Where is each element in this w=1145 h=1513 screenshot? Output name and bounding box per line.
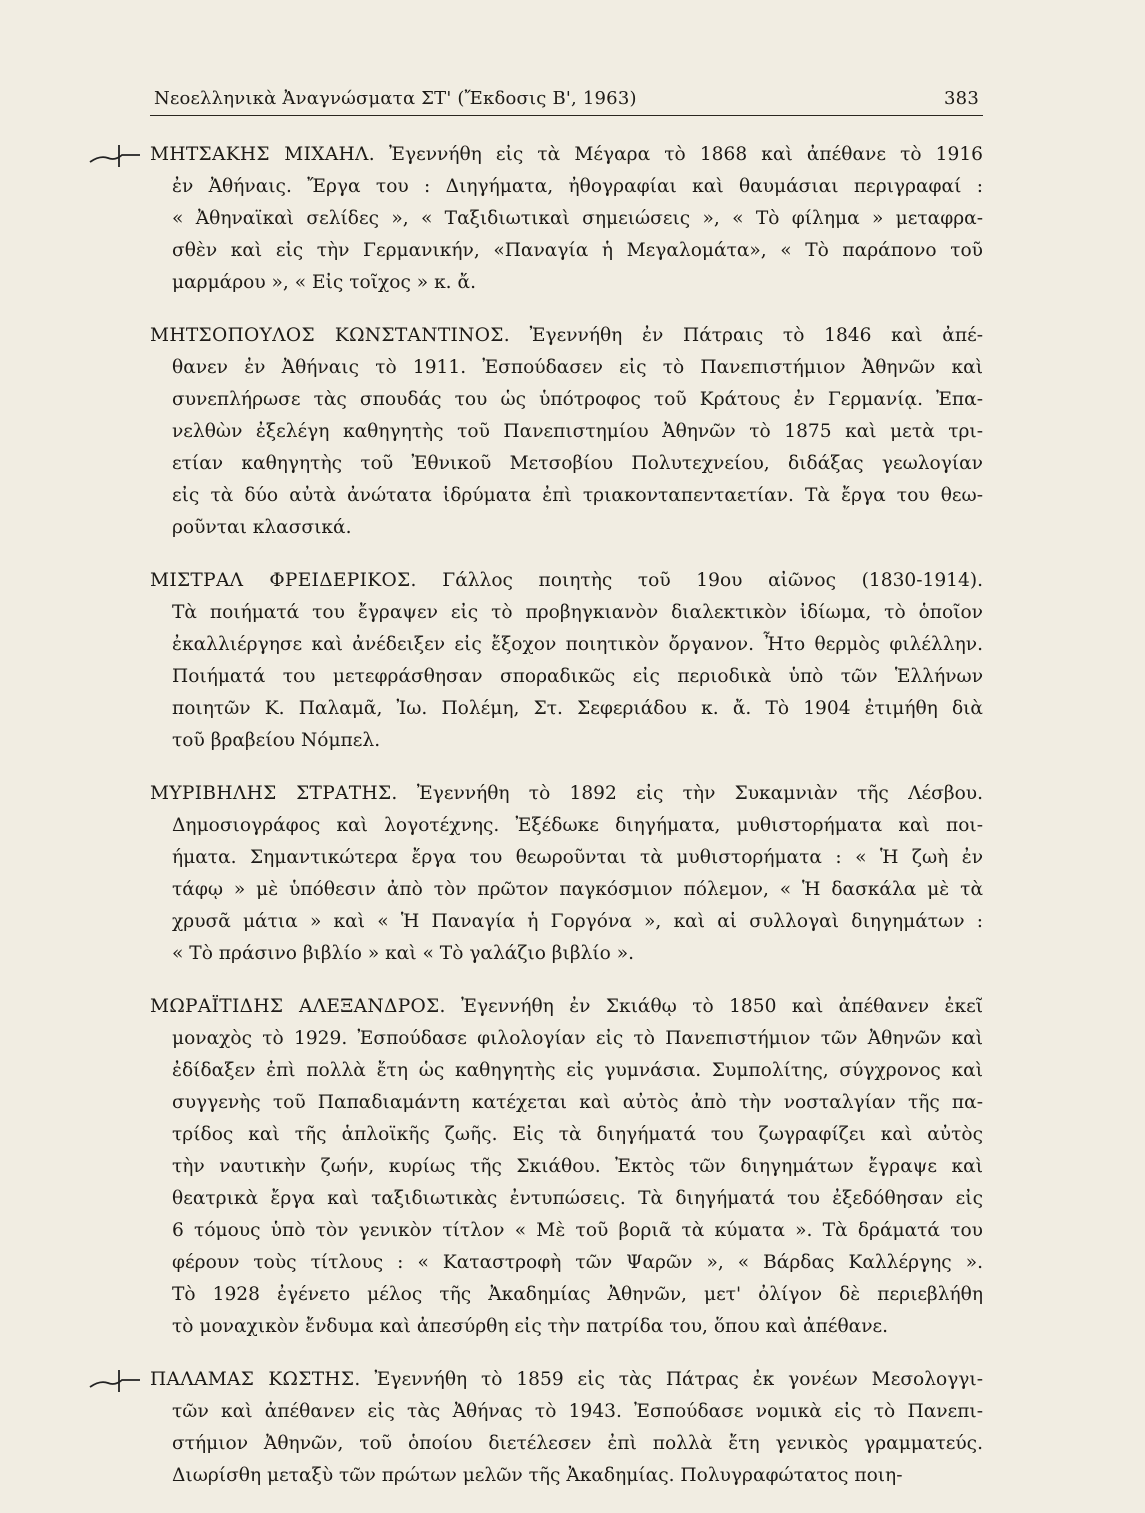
entry-text-line: [172, 203, 983, 235]
entry-name: ΜΗΤΣΟΠΟΥΛΟΣ ΚΩΝΣΤΑΝΤΙΝΟΣ.: [150, 325, 510, 346]
entry-text-line: [172, 1215, 983, 1247]
biography-entry: [150, 139, 983, 299]
entry-text-line: [172, 448, 983, 480]
entry-text: στήμιον Ἀθηνῶν, τοῦ ὁποίου διετέλεσεν ἐπὶ πολλὰ ἔτη γενικὸς γραμματεύς.: [172, 1433, 983, 1454]
entry-text: ἐκαλλιέργησε καὶ ἀνέδειξεν εἰς ἔξοχον ποιητικὸν ὄργανον. Ἦτο θερμὸς φιλέλλην.: [172, 634, 983, 655]
entry-text: ποιητῶν Κ. Παλαμᾶ, Ἰω. Πολέμη, Στ. Σεφεριάδου κ. ἄ. Τὸ 1904 ἐτιμήθη διὰ: [172, 698, 983, 719]
entry-text: τοῦ βραβείου Νόμπελ.: [172, 730, 381, 751]
entry-text: Ἐγεννήθη τὸ 1859 εἰς τὰς Πάτρας ἐκ γονέων Μεσολογγι-: [360, 1369, 983, 1390]
entry-text: φέρουν τοὺς τίτλους : « Καταστροφὴ τῶν Ψαρῶν », « Βάρδας Καλλέργης ».: [172, 1252, 983, 1273]
entry-text: Τὰ ποιήματά του ἔγραψεν εἰς τὸ προβηγκιανὸν διαλεκτικὸν ἰδίωμα, τὸ ὁποῖον: [172, 602, 983, 623]
handwritten-cross-icon: [86, 143, 144, 169]
entry-first-line: [150, 139, 983, 171]
entry-text-line: [172, 1460, 983, 1492]
entry-text: Ἐγεννήθη ἐν Σκιάθῳ τὸ 1850 καὶ ἀπέθανεν ἐκεῖ: [445, 996, 983, 1017]
entry-text-line: [172, 597, 983, 629]
entry-text-line: [172, 1279, 983, 1311]
entry-text-line: [172, 693, 983, 725]
entry-text-line: [172, 480, 983, 512]
page-number: 383: [944, 88, 979, 109]
entry-name: ΜΩΡΑΪΤΙΔΗΣ ΑΛΕΞΑΝΔΡΟΣ.: [150, 996, 446, 1017]
entry-text-line: [172, 1151, 983, 1183]
entry-text-line: [172, 810, 983, 842]
entry-text: Διωρίσθη μεταξὺ τῶν πρώτων μελῶν τῆς Ἀκαδημίας. Πολυγραφώτατος ποιη-: [172, 1465, 903, 1486]
entry-text-line: [172, 1247, 983, 1279]
entry-text: Ἐγεννήθη εἰς τὰ Μέγαρα τὸ 1868 καὶ ἀπέθανε τὸ 1916: [375, 144, 983, 165]
biography-entry: [150, 991, 983, 1343]
entry-text: θανεν ἐν Ἀθήναις τὸ 1911. Ἐσπούδασεν εἰς τὸ Πανεπιστήμιον Ἀθηνῶν καὶ: [172, 357, 983, 378]
entry-text: « Τὸ πράσινο βιβλίο » καὶ « Τὸ γαλάζιο βιβλίο ».: [172, 943, 635, 964]
biography-entry: [150, 565, 983, 757]
entry-text-line: [172, 1183, 983, 1215]
entry-text: χρυσᾶ μάτια » καὶ « Ἡ Παναγία ἡ Γοργόνα », καὶ αἱ συλλογαὶ διηγημάτων :: [172, 911, 983, 932]
running-header: [150, 88, 983, 116]
entry-text: συγγενὴς τοῦ Παπαδιαμάντη κατέχεται καὶ αὐτὸς ἀπὸ τὴν νοσταλγίαν τῆς πα-: [172, 1092, 983, 1113]
entry-text: Ἐγεννήθη τὸ 1892 εἰς τὴν Συκαμνιὰν τῆς Λέσβου.: [397, 783, 983, 804]
entry-first-line: [150, 778, 983, 810]
biography-entry: [150, 1364, 983, 1492]
entry-text: τῶν καὶ ἀπέθανεν εἰς τὰς Ἀθήνας τὸ 1943. Ἐσπούδασε νομικὰ εἰς τὸ Πανεπι-: [172, 1401, 983, 1422]
entry-text-line: [172, 906, 983, 938]
entry-text: τὴν ναυτικὴν ζωήν, κυρίως τῆς Σκιάθου. Ἐκτὸς τῶν διηγημάτων ἔγραψε καὶ: [172, 1156, 983, 1177]
running-title: Νεοελληνικὰ Ἀναγνώσματα ΣΤ' (Ἔκδοσις Β', 1963): [154, 88, 637, 109]
entry-text: ήματα. Σημαντικώτερα ἔργα του θεωροῦνται τὰ μυθιστορήματα : « Ἡ ζωὴ ἐν: [172, 847, 983, 868]
entry-text-line: [172, 629, 983, 661]
entry-text-line: [172, 1396, 983, 1428]
entry-text-line: [172, 1087, 983, 1119]
entry-name: ΜΙΣΤΡΑΛ ΦΡΕΙΔΕΡΙΚΟΣ.: [150, 570, 417, 591]
entry-first-line: [150, 991, 983, 1023]
entry-text-line: [172, 1428, 983, 1460]
entry-text: Ποιήματά του μετεφράσθησαν σποραδικῶς εἰς περιοδικὰ ὑπὸ τῶν Ἑλλήνων: [172, 666, 983, 687]
entry-text: τάφῳ » μὲ ὑπόθεσιν ἀπὸ τὸν πρῶτον παγκόσμιον πόλεμον, « Ἡ δασκάλα μὲ τὰ: [172, 879, 983, 900]
entry-text: Δημοσιογράφος καὶ λογοτέχνης. Ἐξέδωκε διηγήματα, μυθιστορήματα καὶ ποι-: [172, 815, 983, 836]
entries-list: [150, 139, 983, 1492]
entry-text-line: [172, 661, 983, 693]
entry-text: σθὲν καὶ εἰς τὴν Γερμανικήν, «Παναγία ἡ Μεγαλομάτα», « Τὸ παράπονο τοῦ: [172, 240, 983, 261]
entry-text: ἐδίδαξεν ἐπὶ πολλὰ ἔτη ὡς καθηγητὴς εἰς γυμνάσια. Συμπολίτης, σύγχρονος καὶ: [172, 1060, 983, 1081]
entry-name: ΜΥΡΙΒΗΛΗΣ ΣΤΡΑΤΗΣ.: [150, 783, 398, 804]
entry-text-line: [172, 384, 983, 416]
entry-text: Γάλλος ποιητὴς τοῦ 19ου αἰῶνος (1830-1914).: [416, 570, 983, 591]
biography-entry: [150, 778, 983, 970]
entry-text-line: [172, 1055, 983, 1087]
entry-first-line: [150, 320, 983, 352]
biography-entry: [150, 320, 983, 544]
entry-text: ετίαν καθηγητὴς τοῦ Ἐθνικοῦ Μετσοβίου Πολυτεχνείου, διδάξας γεωλογίαν: [172, 453, 983, 474]
entry-text-line: [172, 267, 983, 299]
entry-text-line: [172, 512, 983, 544]
entry-text: Τὸ 1928 ἐγένετο μέλος τῆς Ἀκαδημίας Ἀθηνῶν, μετ' ὀλίγον δὲ περιεβλήθη: [172, 1284, 983, 1305]
entry-text: ροῦνται κλασσικά.: [172, 517, 352, 538]
entry-text: « Ἀθηναϊκαὶ σελίδες », « Ταξιδιωτικαὶ σημειώσεις », « Τὸ φίλημα » μεταφρα-: [172, 208, 983, 229]
entry-text-line: [172, 171, 983, 203]
entry-text-line: [172, 416, 983, 448]
entry-text: νελθὼν ἐξελέγη καθηγητὴς τοῦ Πανεπιστημίου Ἀθηνῶν τὸ 1875 καὶ μετὰ τρι-: [172, 421, 983, 442]
entry-text: μοναχὸς τὸ 1929. Ἐσπούδασε φιλολογίαν εἰς τὸ Πανεπιστήμιον τῶν Ἀθηνῶν καὶ: [172, 1028, 983, 1049]
entry-name: ΜΗΤΣΑΚΗΣ ΜΙΧΑΗΛ.: [150, 144, 375, 165]
entry-text: τρίδος καὶ τῆς ἁπλοϊκῆς ζωῆς. Εἰς τὰ διηγήματά του ζωγραφίζει καὶ αὐτὸς: [172, 1124, 983, 1145]
entry-text: εἰς τὰ δύο αὐτὰ ἀνώτατα ἱδρύματα ἐπὶ τριακονταπενταετίαν. Τὰ ἔργα του θεω-: [172, 485, 983, 506]
entry-text: θεατρικὰ ἔργα καὶ ταξιδιωτικὰς ἐντυπώσεις. Τὰ διηγήματά του ἐξεδόθησαν εἰς: [172, 1188, 983, 1209]
entry-text: μαρμάρου », « Εἰς τοῖχος » κ. ἄ.: [172, 272, 476, 293]
entry-text-line: [172, 842, 983, 874]
entry-text: 6 τόμους ὑπὸ τὸν γενικὸν τίτλον « Μὲ τοῦ βοριᾶ τὰ κύματα ». Τὰ δράματά του: [172, 1220, 983, 1241]
entry-text: Ἐγεννήθη ἐν Πάτραις τὸ 1846 καὶ ἀπέ-: [509, 325, 983, 346]
entry-text-line: [172, 938, 983, 970]
handwritten-cross-icon: [86, 1368, 144, 1394]
entry-text-line: [172, 1119, 983, 1151]
entry-text-line: [172, 1311, 983, 1343]
entry-name: ΠΑΛΑΜΑΣ ΚΩΣΤΗΣ.: [150, 1369, 361, 1390]
entry-text-line: [172, 874, 983, 906]
entry-text: ἐν Ἀθήναις. Ἔργα του : Διηγήματα, ἠθογραφίαι καὶ θαυμάσιαι περιγραφαί :: [172, 176, 983, 197]
book-page: [150, 88, 983, 1513]
entry-first-line: [150, 1364, 983, 1396]
entry-text: τὸ μοναχικὸν ἔνδυμα καὶ ἀπεσύρθη εἰς τὴν πατρίδα του, ὅπου καὶ ἀπέθανε.: [172, 1316, 889, 1337]
entry-text-line: [172, 725, 983, 757]
entry-text: συνεπλήρωσε τὰς σπουδάς του ὡς ὑπότροφος τοῦ Κράτους ἐν Γερμανίᾳ. Ἐπα-: [172, 389, 983, 410]
entry-text-line: [172, 1023, 983, 1055]
entry-text-line: [172, 235, 983, 267]
entry-first-line: [150, 565, 983, 597]
entry-text-line: [172, 352, 983, 384]
